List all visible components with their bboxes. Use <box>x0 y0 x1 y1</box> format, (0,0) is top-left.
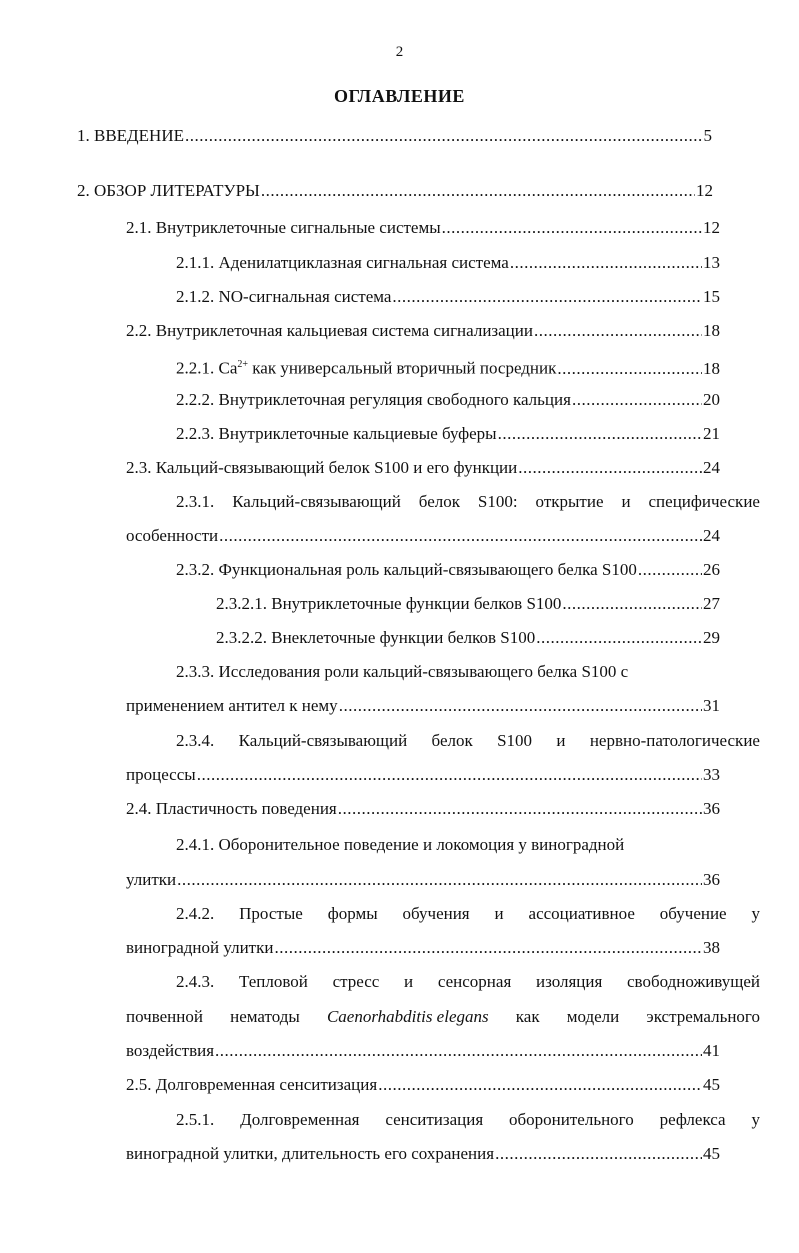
toc-entry-2-3-2[interactable] <box>176 559 720 581</box>
toc-label: 2.3.2. Функциональная роль кальций-связывающего белка S100 <box>176 560 637 579</box>
toc-entry-2-5-1-line2[interactable]: виноградной улитки, длительность его сохранения ..... 45 <box>126 1143 720 1165</box>
toc-entry-2-4-1-line1[interactable]: 2.4.1. Оборонительное поведение и локомоция у виноградной <box>176 835 625 854</box>
toc-entry-2-1[interactable] <box>126 217 720 239</box>
toc-entry-2-3-4-line1[interactable]: 2.3.4. Кальций-связывающий белок S100 и нервно-патологические <box>176 731 760 750</box>
toc-page: 20 <box>703 390 720 409</box>
toc-label: 2.5. Долговременная сенситизация <box>126 1075 378 1094</box>
toc-entry-2-3-1-line1[interactable]: 2.3.1. Кальций-связывающий белок S100: открытие и специфические <box>176 492 760 511</box>
toc-label: 2.1.1. Аденилатциклазная сигнальная система <box>176 253 509 272</box>
toc-page: 24 <box>703 526 720 545</box>
toc-label: 1. ВВЕДЕНИЕ <box>77 126 184 145</box>
toc-label: 2.1.2. NO-сигнальная система <box>176 287 392 306</box>
page-number: 2 <box>395 44 404 60</box>
toc-page: 36 <box>703 799 720 818</box>
toc-entry-2-1-2[interactable] <box>176 286 720 308</box>
toc-entry-2-2-1[interactable] <box>176 354 720 380</box>
toc-entry-2-2[interactable] <box>126 320 720 342</box>
toc-entry-2-4-3-line2[interactable]: почвенной нематоды Caenorhabditis elegans как модели экстремального <box>126 1007 760 1026</box>
toc-label: 2.2.2. Внутриклеточная регуляция свободного кальция <box>176 390 571 409</box>
toc-page: 5 <box>703 126 712 145</box>
toc-entry-2-3[interactable] <box>126 457 720 479</box>
toc-label: 2.2.1. $Ca^{2+}$ как универсальный вторичный посредник <box>176 358 557 378</box>
toc-page: 41 <box>703 1041 720 1060</box>
toc-entry-2-3-2-1[interactable] <box>216 593 720 615</box>
toc-page: 18 <box>703 358 720 378</box>
toc-page: 26 <box>703 560 720 579</box>
toc-entry-2-4-3-line1[interactable]: 2.4.3. Тепловой стресс и сенсорная изоляция свободноживущей <box>176 972 760 991</box>
toc-entry-2-4-1-line2[interactable]: улитки ..... 36 <box>126 869 720 891</box>
page-title: ОГЛАВЛЕНИЕ <box>334 86 465 106</box>
toc-label: 2.3.2.2. Внеклеточные функции белков S100 <box>216 628 536 647</box>
toc-entry-2-3-3-line2[interactable]: применением антител к нему ..... 31 <box>126 695 720 717</box>
toc-page: 12 <box>703 218 720 237</box>
toc-page: 45 <box>703 1075 720 1094</box>
toc-entry-2-4[interactable] <box>126 798 720 820</box>
toc-entry-2-2-2[interactable] <box>176 389 720 411</box>
toc-entry-2-4-3-line3[interactable]: воздействия ..... 41 <box>126 1040 720 1062</box>
toc-page: 36 <box>703 870 720 889</box>
toc-page: 12 <box>696 181 713 200</box>
toc-label: 2.3.2.1. Внутриклеточные функции белков S100 <box>216 594 562 613</box>
toc-label: 2. ОБЗОР ЛИТЕРАТУРЫ <box>77 181 260 200</box>
toc-label: 2.2. Внутриклеточная кальциевая система сигнализации <box>126 321 533 340</box>
toc-entry-2-5[interactable] <box>126 1074 720 1096</box>
toc-entry-2-5-1-line1[interactable]: 2.5.1. Долговременная сенситизация оборонительного рефлекса у <box>176 1110 760 1129</box>
toc-page: 29 <box>703 628 720 647</box>
toc-entry-2-3-1-line2[interactable]: особенности ..... 24 <box>126 525 720 547</box>
toc-label: 2.4. Пластичность поведения <box>126 799 337 818</box>
toc-page: 18 <box>703 321 720 340</box>
toc-page: 33 <box>703 765 720 784</box>
toc-page: 27 <box>703 594 720 613</box>
toc-entry-2-4-2-line1[interactable]: 2.4.2. Простые формы обучения и ассоциативное обучение у <box>176 904 760 923</box>
toc-page: 24 <box>703 458 720 477</box>
toc-entry-2-3-4-line2[interactable]: процессы ..... 33 <box>126 764 720 786</box>
toc-entry-introduction[interactable] <box>77 125 712 147</box>
toc-entry-2-4-2-line2[interactable]: виноградной улитки ..... 38 <box>126 937 720 959</box>
toc-label: 2.2.3. Внутриклеточные кальциевые буферы <box>176 424 497 443</box>
toc-page: 15 <box>703 287 720 306</box>
toc-label: 2.3. Кальций-связывающий белок S100 и его функции <box>126 458 518 477</box>
toc-page: 45 <box>703 1144 720 1163</box>
toc-label: 2.1. Внутриклеточные сигнальные системы <box>126 218 441 237</box>
toc-entry-2-1-1[interactable] <box>176 252 720 274</box>
toc-entry-literature-review[interactable] <box>77 180 713 202</box>
toc-page: 13 <box>703 253 720 272</box>
toc-page: 31 <box>703 696 720 715</box>
toc-page: 38 <box>703 938 720 957</box>
toc-entry-2-3-3-line1[interactable]: 2.3.3. Исследования роли кальций-связывающего белка S100 с <box>176 662 629 681</box>
toc-entry-2-3-2-2[interactable] <box>216 627 720 649</box>
toc-page: 21 <box>703 424 720 443</box>
toc-entry-2-2-3[interactable] <box>176 423 720 445</box>
